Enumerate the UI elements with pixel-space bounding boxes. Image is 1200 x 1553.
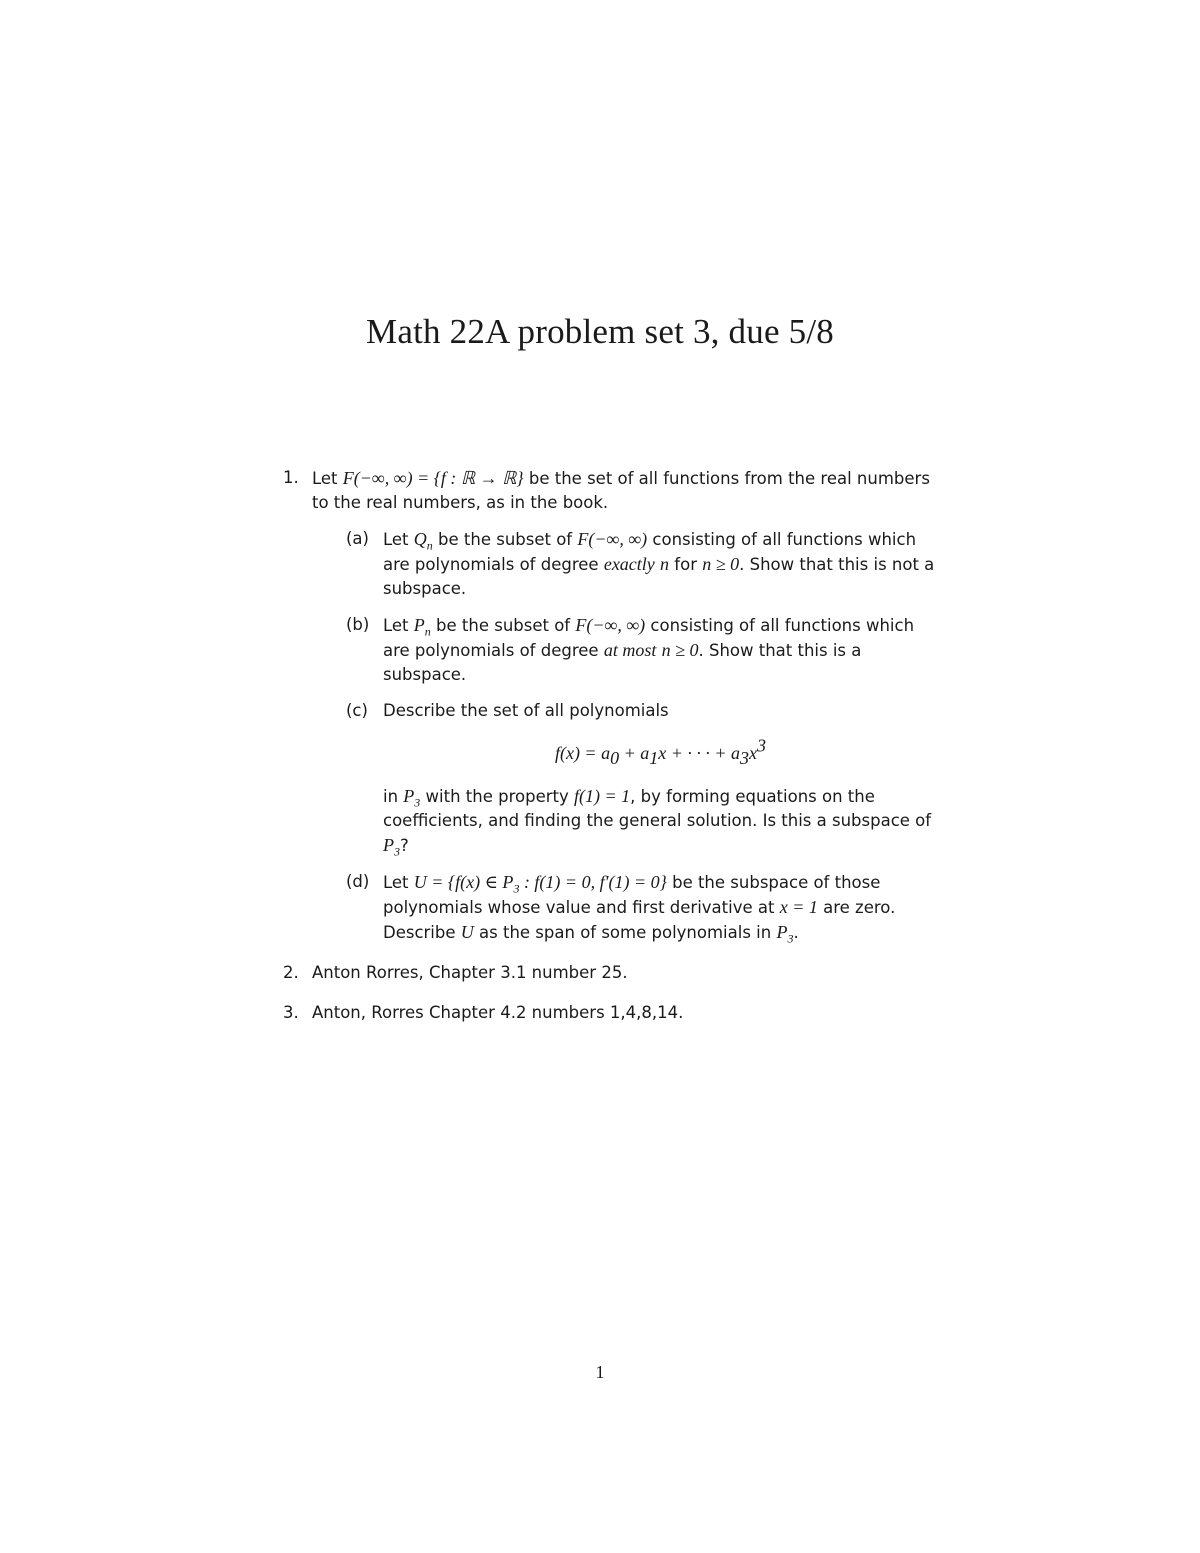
math-expression: F(−∞, ∞) xyxy=(577,529,648,549)
text: are zero. Describe xyxy=(383,898,896,942)
math-var: P xyxy=(403,786,415,806)
math-subscript: 3 xyxy=(787,931,794,946)
math-var: P xyxy=(776,922,788,942)
text: Describe the set of all polynomials xyxy=(383,701,669,720)
math-expression: F(−∞, ∞) = {f : ℝ → ℝ} xyxy=(342,468,524,488)
math-subscript: 3 xyxy=(394,844,400,859)
math-var: P xyxy=(413,615,425,635)
math-expression: x = 1 xyxy=(779,897,818,917)
math-expression: : f(1) = 0, f′(1) = 0} xyxy=(519,872,667,892)
math-var: Q xyxy=(413,529,427,549)
problem-1 xyxy=(283,466,938,945)
problem-text: Let xyxy=(312,469,338,488)
problem-text: Anton, Rorres Chapter 4.2 numbers 1,4,8,14. xyxy=(312,1003,684,1022)
math-expression: f(1) = 1 xyxy=(574,786,631,806)
text: consisting of all functions which are polynomials of degree xyxy=(383,616,915,660)
math-expression: + a xyxy=(619,743,650,763)
text: Let xyxy=(383,530,409,549)
problem-text: be the set of all functions from the real numbers to the real numbers, as in the book. xyxy=(312,469,930,512)
math-subscript: 0 xyxy=(610,747,620,768)
text: for xyxy=(674,555,697,574)
problem-number: 2. xyxy=(283,963,299,982)
math-var: x xyxy=(749,743,758,763)
math-superscript: 3 xyxy=(757,735,767,756)
math-symbol xyxy=(413,615,431,639)
subproblem-c xyxy=(312,699,938,858)
math-expression: n ≥ 0 xyxy=(661,640,699,660)
math-expression: F(−∞, ∞) xyxy=(575,615,646,635)
math-set xyxy=(413,872,667,896)
subproblem-label: (c) xyxy=(346,701,368,720)
math-expression: n ≥ 0 xyxy=(702,554,740,574)
math-subscript: n xyxy=(426,538,433,553)
math-symbol xyxy=(413,529,433,553)
text: be the subset of xyxy=(436,616,571,635)
math-var: n xyxy=(660,554,670,574)
text: . Show that this is a subspace. xyxy=(383,641,862,684)
subproblem-label: (b) xyxy=(346,615,370,634)
problem-2 xyxy=(283,961,938,985)
subproblem-a xyxy=(312,527,938,601)
math-subscript: 3 xyxy=(414,795,421,810)
text: . xyxy=(793,923,799,942)
text: ? xyxy=(400,836,409,855)
subproblem-label: (d) xyxy=(346,872,370,891)
problem-number: 3. xyxy=(283,1003,299,1022)
page-number: 1 xyxy=(595,1362,605,1382)
subproblem-d xyxy=(312,870,938,945)
text: . Show that this is not a subspace. xyxy=(383,555,935,598)
page-title: Math 22A problem set 3, due 5/8 xyxy=(366,312,834,351)
math-subscript: 3 xyxy=(740,747,750,768)
problem-text: Anton Rorres, Chapter 3.1 number 25. xyxy=(312,963,628,982)
text: consisting of all functions which are polynomials of degree xyxy=(383,530,917,574)
math-symbol xyxy=(383,835,400,859)
math-symbol xyxy=(403,786,421,810)
emphasis: at most xyxy=(603,640,657,660)
text: , by forming equations on the coefficients, and finding the general solution. Is this a subspace of xyxy=(383,787,932,830)
subproblem-b xyxy=(312,613,938,687)
text: Let xyxy=(383,616,409,635)
math-var: U xyxy=(460,922,474,942)
math-expression: U = {f(x) ∈ P xyxy=(413,872,514,892)
text: in xyxy=(383,787,399,806)
text: Let xyxy=(383,873,409,892)
emphasis: exactly xyxy=(603,554,655,574)
text: be the subset of xyxy=(438,530,573,549)
math-subscript: n xyxy=(424,624,431,639)
problem-list xyxy=(283,466,938,1041)
math-subscript: 1 xyxy=(649,747,659,768)
text: with the property xyxy=(425,787,569,806)
problem-3 xyxy=(283,1001,938,1025)
text: as the span of some polynomials in xyxy=(479,923,772,942)
subproblem-label: (a) xyxy=(346,529,369,548)
math-subscript: 3 xyxy=(513,881,520,896)
text: be the subspace of those polynomials whose value and first derivative at xyxy=(383,873,881,917)
math-symbol xyxy=(776,922,794,946)
math-expression: f(x) = a xyxy=(554,743,611,763)
display-equation xyxy=(383,735,938,768)
math-expression: x + · · · + a xyxy=(658,743,741,763)
problem-number: 1. xyxy=(283,468,299,487)
math-var: P xyxy=(383,835,394,855)
